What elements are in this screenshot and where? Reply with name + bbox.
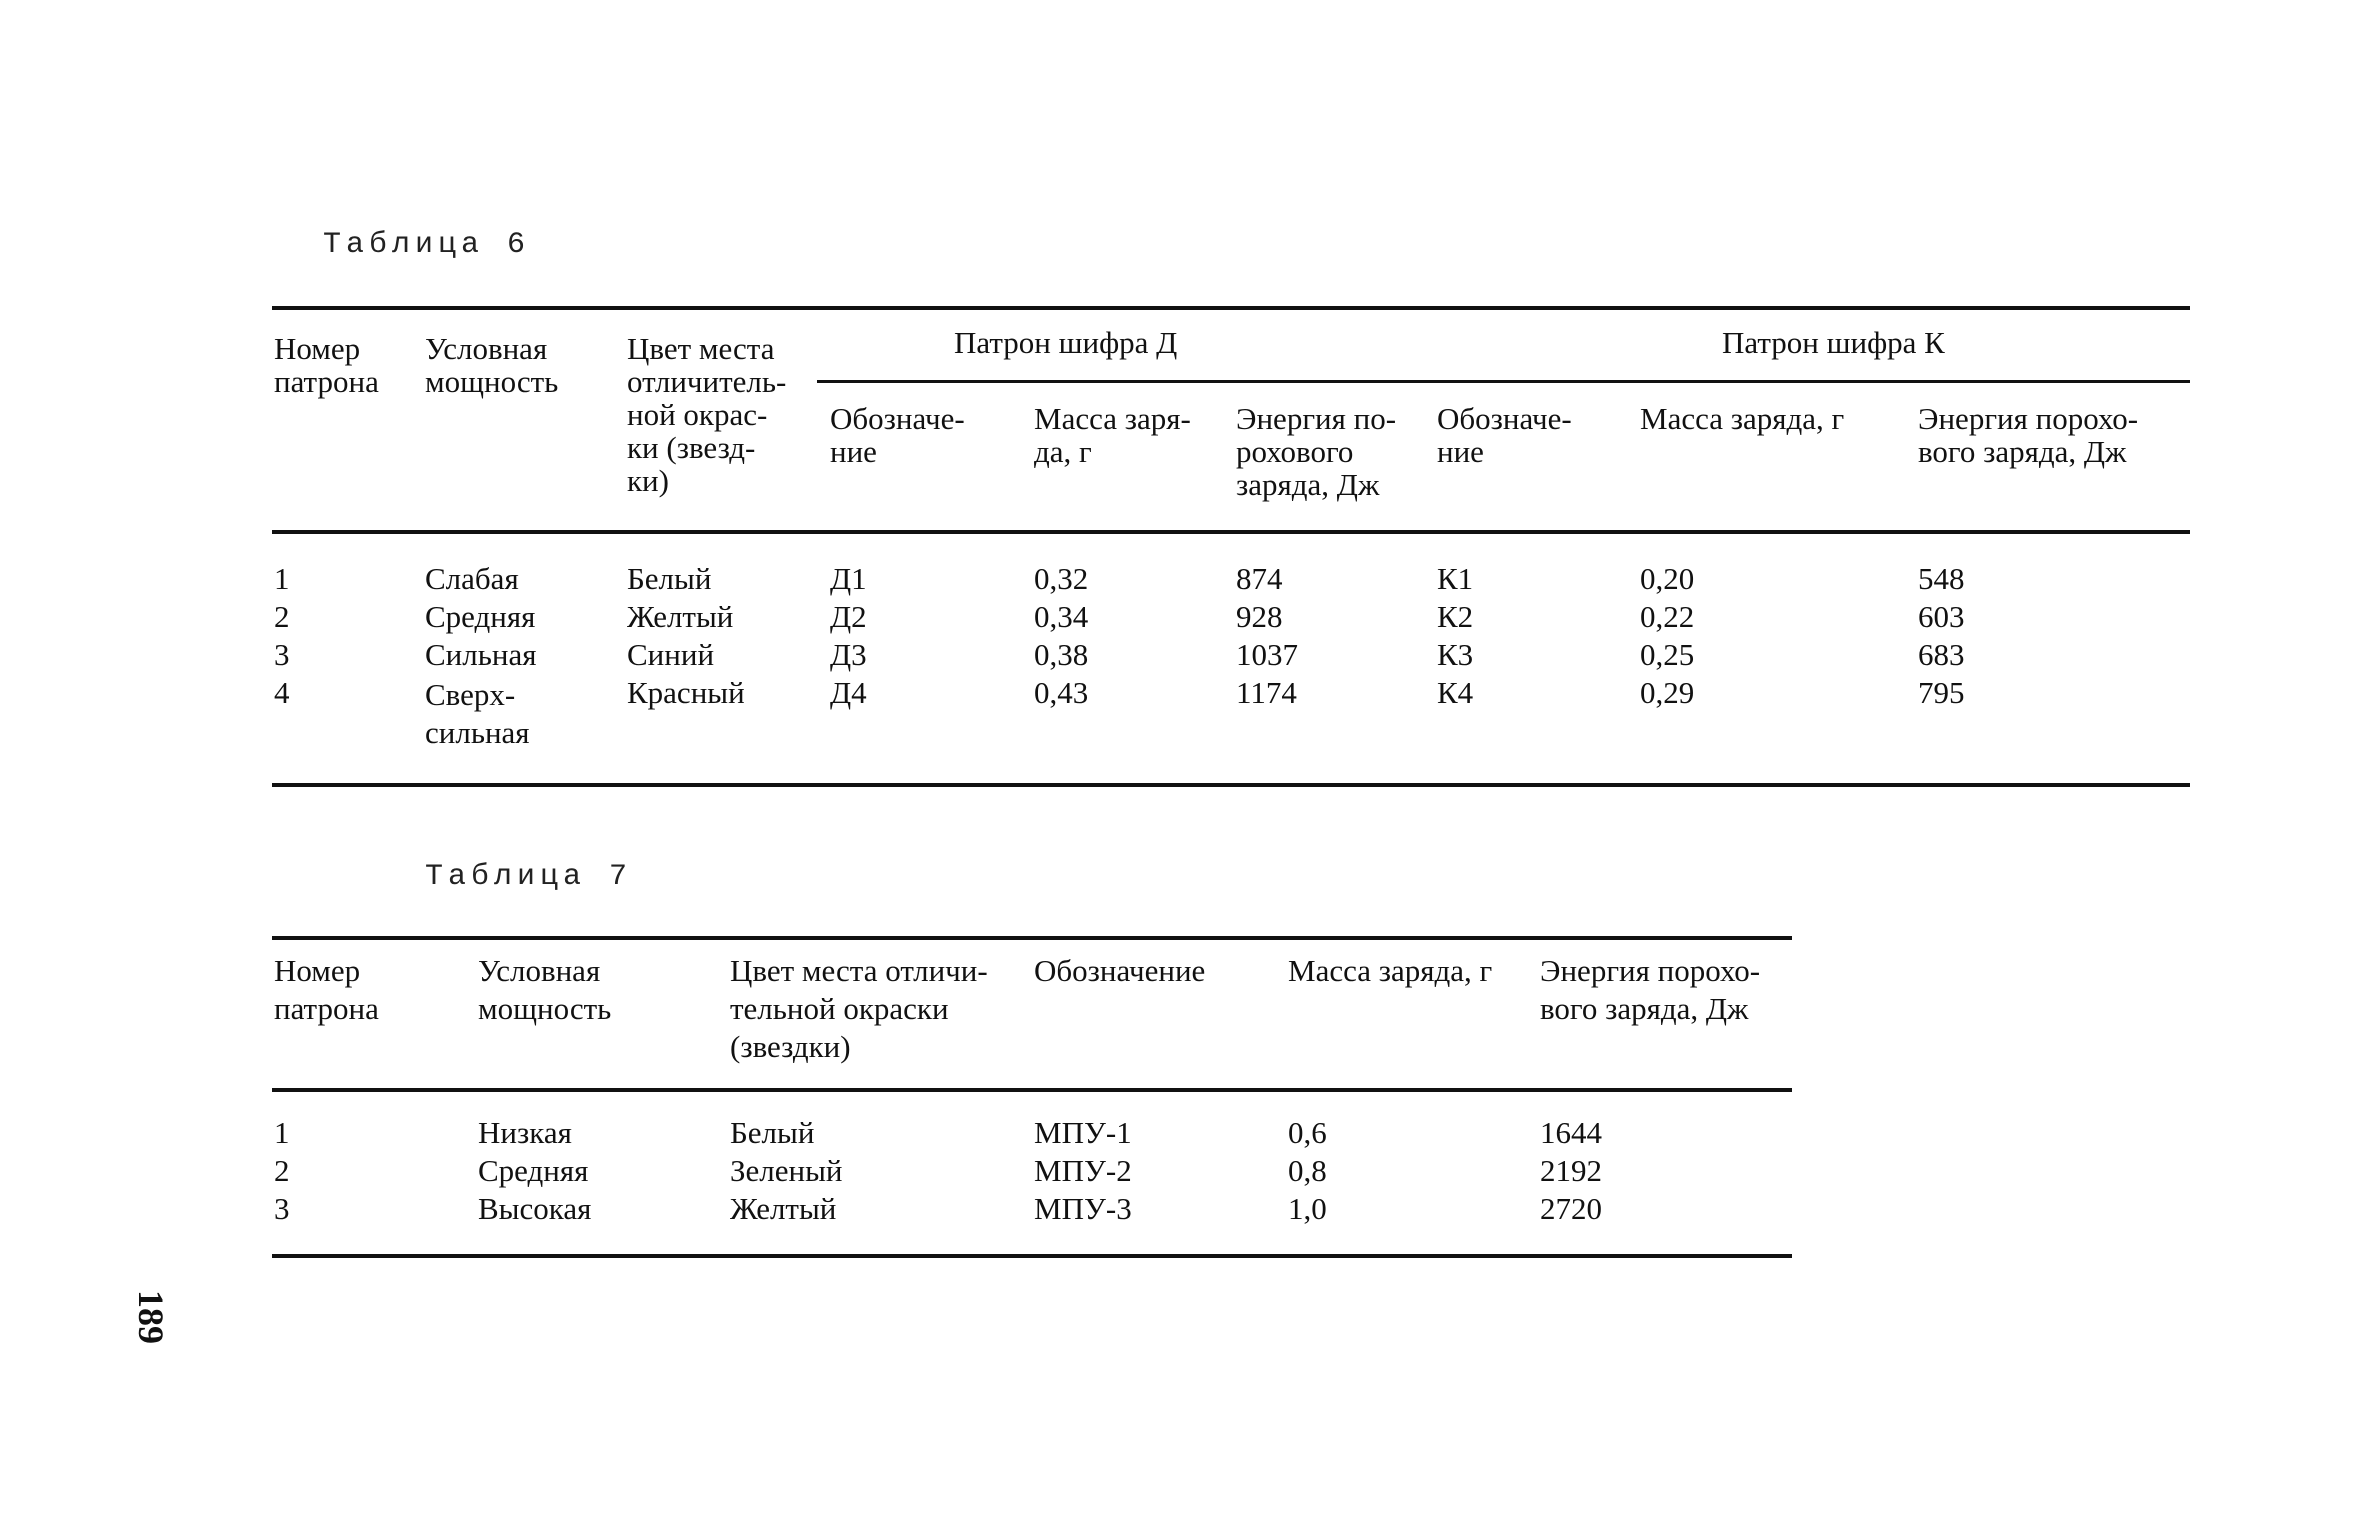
- table7-cell-mass: 0,6: [1288, 1115, 1327, 1150]
- table6-header-power: Условная мощность: [425, 331, 559, 399]
- table6-bottom-rule: [272, 783, 2190, 787]
- table7-cell-power: Высокая: [478, 1191, 592, 1226]
- table6-cell-d-energy: 928: [1236, 599, 1283, 634]
- table6-cell-d-designation: Д4: [830, 675, 867, 710]
- table7-cell-number: 2: [274, 1153, 290, 1188]
- table6-cell-k-energy: 795: [1918, 675, 1965, 710]
- table6-caption: Таблица 6: [323, 228, 531, 262]
- table6-cell-color: Красный: [627, 675, 745, 710]
- table6-cell-k-mass: 0,25: [1640, 637, 1695, 672]
- table6-cell-number: 2: [274, 599, 290, 634]
- table7-cell-energy: 2720: [1540, 1191, 1602, 1226]
- page-number: 189: [131, 1290, 171, 1344]
- table6-cell-power: Слабая: [425, 561, 519, 596]
- table7-cell-number: 3: [274, 1191, 290, 1226]
- table6-header-k-energy: Энергия порохо- вого заряда, Дж: [1918, 401, 2139, 469]
- table7-cell-color: Желтый: [730, 1191, 837, 1226]
- table6-cell-number: 3: [274, 637, 290, 672]
- table7-header-color: Цвет места отличи- тельной окраски (звездки): [730, 953, 988, 1064]
- table6-cell-color: Желтый: [627, 599, 734, 634]
- table7-caption: Таблица 7: [425, 860, 633, 894]
- table6-group-rule: [817, 380, 2190, 383]
- table7-cell-energy: 1644: [1540, 1115, 1602, 1150]
- table6-top-rule: [272, 306, 2190, 310]
- table6-header-d-designation: Обозначе- ние: [830, 401, 965, 469]
- table7-header-energy: Энергия порохо- вого заряда, Дж: [1540, 953, 1761, 1026]
- table6-cell-number: 1: [274, 561, 290, 596]
- table6-cell-power: Сильная: [425, 637, 537, 672]
- table6-cell-d-designation: Д2: [830, 599, 867, 634]
- table6-cell-color: Белый: [627, 561, 712, 596]
- table6-cell-number: 4: [274, 675, 290, 710]
- table7-header-power: Условная мощность: [478, 953, 612, 1026]
- table6-cell-k-mass: 0,29: [1640, 675, 1695, 710]
- table7-cell-designation: МПУ-3: [1034, 1191, 1132, 1226]
- table6-cell-d-mass: 0,38: [1034, 637, 1089, 672]
- table7-header-designation: Обозначение: [1034, 953, 1206, 988]
- table6-cell-power: Сверх- сильная: [425, 677, 530, 750]
- table6-cell-k-energy: 548: [1918, 561, 1965, 596]
- table6-header-rule: [272, 530, 2190, 534]
- table6-cell-k-energy: 603: [1918, 599, 1965, 634]
- table7-cell-mass: 0,8: [1288, 1153, 1327, 1188]
- table6-cell-d-energy: 1174: [1236, 675, 1297, 710]
- table6-header-k-mass: Масса заряда, г: [1640, 401, 1845, 436]
- table7-cell-designation: МПУ-1: [1034, 1115, 1132, 1150]
- table6-header-number: Номер патрона: [274, 331, 379, 399]
- table6-cell-color: Синий: [627, 637, 715, 672]
- table6-cell-d-mass: 0,43: [1034, 675, 1089, 710]
- table7-cell-number: 1: [274, 1115, 290, 1150]
- table6-cell-d-designation: Д1: [830, 561, 867, 596]
- table6-cell-d-mass: 0,32: [1034, 561, 1089, 596]
- table6-cell-k-mass: 0,22: [1640, 599, 1695, 634]
- table6-cell-k-energy: 683: [1918, 637, 1965, 672]
- table7-cell-power: Средняя: [478, 1153, 589, 1188]
- table6-cell-d-designation: Д3: [830, 637, 867, 672]
- table6-group-k: Патрон шифра К: [1722, 325, 1945, 360]
- table6-cell-d-energy: 1037: [1236, 637, 1298, 672]
- table6-cell-k-designation: К4: [1437, 675, 1474, 710]
- table7-bottom-rule: [272, 1254, 1792, 1258]
- table6-cell-d-energy: 874: [1236, 561, 1283, 596]
- table7-cell-color: Зеленый: [730, 1153, 843, 1188]
- table6-cell-k-designation: К1: [1437, 561, 1474, 596]
- table7-header-number: Номер патрона: [274, 953, 379, 1026]
- table7-cell-mass: 1,0: [1288, 1191, 1327, 1226]
- table6-cell-k-designation: К3: [1437, 637, 1474, 672]
- table6-cell-d-mass: 0,34: [1034, 599, 1089, 634]
- table6-header-k-designation: Обозначе- ние: [1437, 401, 1572, 469]
- table6-header-d-mass: Масса заря- да, г: [1034, 401, 1191, 469]
- table6-cell-k-designation: К2: [1437, 599, 1474, 634]
- table7-cell-color: Белый: [730, 1115, 815, 1150]
- table6-group-d: Патрон шифра Д: [954, 325, 1178, 360]
- table7-cell-energy: 2192: [1540, 1153, 1602, 1188]
- table7-top-rule: [272, 936, 1792, 940]
- table7-header-mass: Масса заряда, г: [1288, 953, 1493, 988]
- table7-header-rule: [272, 1088, 1792, 1092]
- table6-cell-power: Средняя: [425, 599, 536, 634]
- table6-header-d-energy: Энергия по- рохового заряда, Дж: [1236, 401, 1397, 502]
- table6-header-color: Цвет места отличитель- ной окрас- ки (звезд- ки): [627, 331, 787, 498]
- table7-cell-power: Низкая: [478, 1115, 572, 1150]
- table6-cell-k-mass: 0,20: [1640, 561, 1695, 596]
- table7-cell-designation: МПУ-2: [1034, 1153, 1132, 1188]
